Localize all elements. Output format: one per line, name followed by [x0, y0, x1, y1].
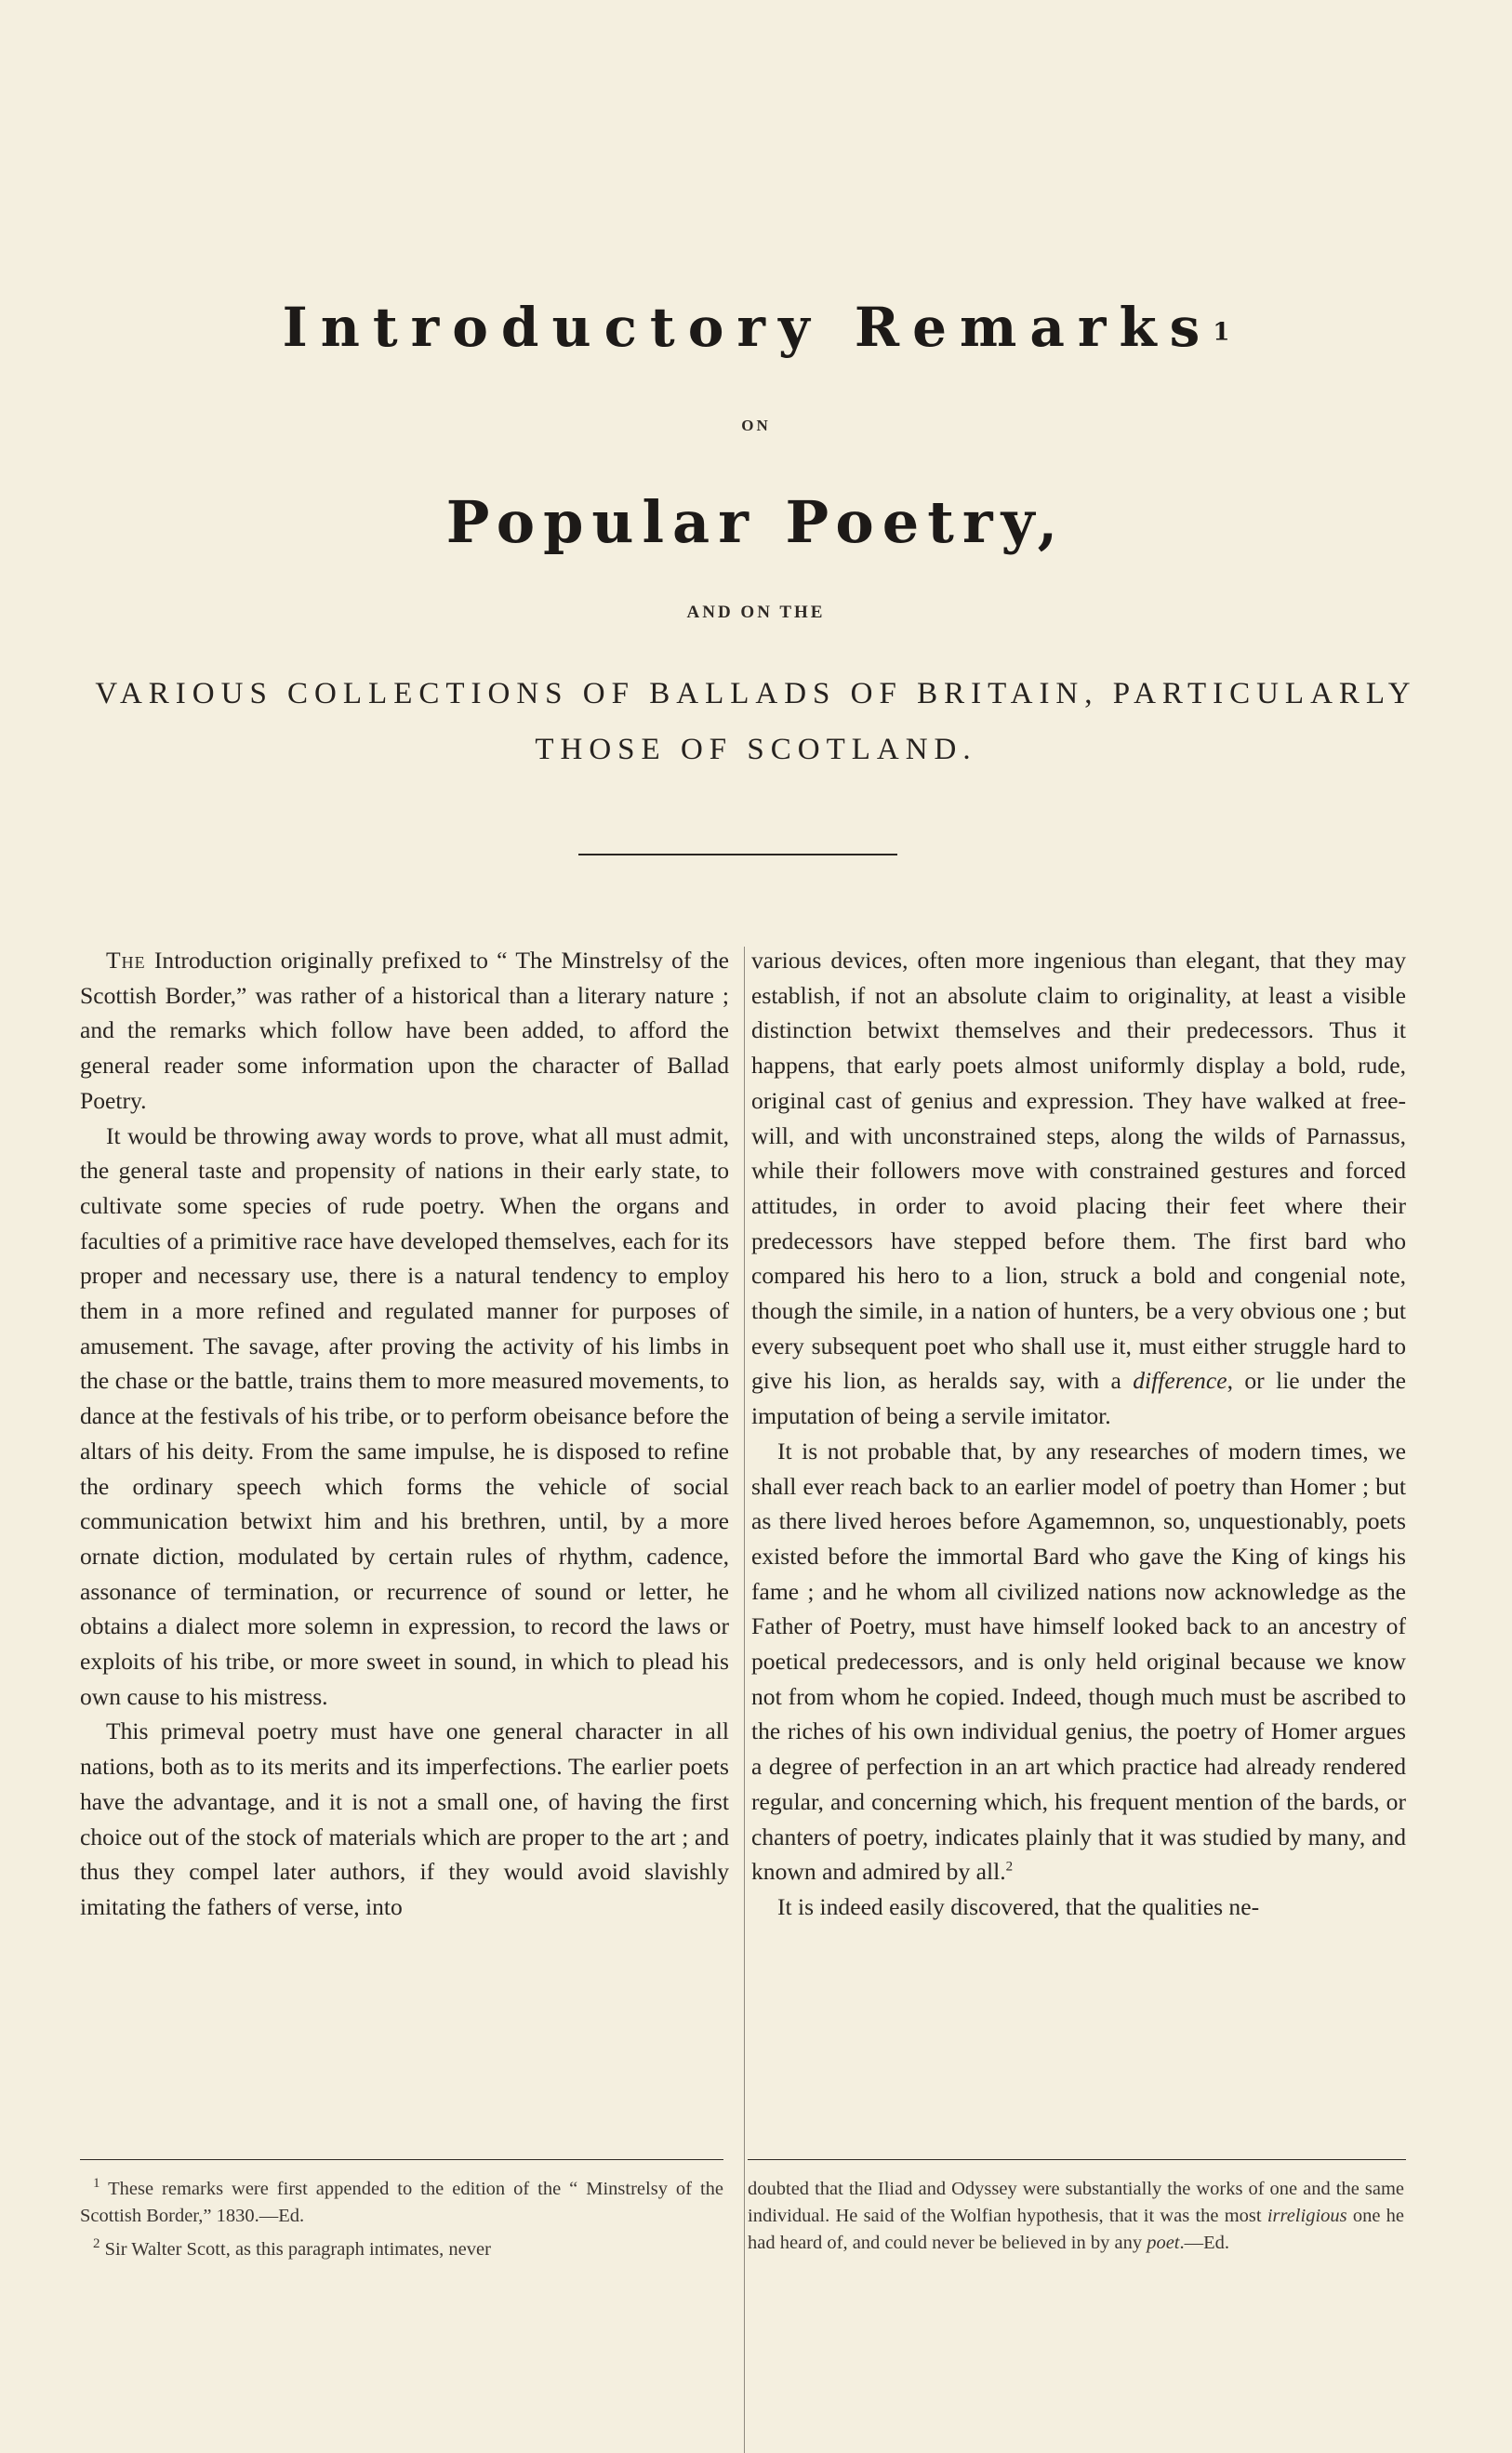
heading-and-on-the [0, 603, 1512, 623]
right-paragraph-2 [751, 1434, 1406, 1889]
footnote-2-continued-c: .—Ed. [1179, 2233, 1230, 2253]
left-footnote-rule [80, 2159, 723, 2160]
right-footnotes [748, 2176, 1404, 2257]
right-paragraph-1-text-a: various devices, often more ingenious than elegant, that they may establish, if not an absolute claim to originality, at least a visible distinction betwixt themselves and their predecessors. Thus it happens, that early poets almost uniformly display a bold, rude, original cast of genius and expression. They have walked at free-will, and with unconstrained steps, along the wilds of Parnassus, while their followers move with constrained gestures and forced attitudes, in order to avoid placing their feet where their predecessors have stepped before them. The first bard who compared his hero to a lion, struck a bold and congenial note, though the simile, in a nation of hunters, be a very obvious one ; but every subsequent poet who shall use it, must either struggle hard to give his lion, as heralds say, with a [751, 947, 1406, 1395]
heading-various-collections [0, 677, 1512, 711]
heading-popular-poetry [0, 488, 1512, 556]
right-paragraph-1 [751, 943, 1406, 1434]
left-paragraph-1-text: Introduction originally prefixed to “ The Minstrelsy of the Scottish Border,” was rather of a historical than a literary nature ; and the remarks which follow have been added, to afford the general reader some information upon the character of Ballad Poetry. [80, 947, 729, 1114]
left-footnotes [80, 2176, 723, 2263]
footnote-2-text: Sir Walter Scott, as this paragraph intimates, never [104, 2239, 491, 2260]
title-divider-rule [578, 854, 897, 855]
footnote-2-continued-a: doubted that the Iliad and Odyssey were substantially the works of one and the same individual. He said of the Wolfian hypothesis, that it was the most [748, 2179, 1404, 2226]
heading-introductory-remarks [0, 296, 1512, 359]
right-footnote-rule [748, 2159, 1406, 2160]
footnote-2-mark: 2 [93, 2236, 100, 2252]
right-column [751, 943, 1406, 1925]
heading-on [0, 417, 1512, 435]
right-paragraph-1-emphasis: difference [1133, 1367, 1227, 1395]
heading-those-of-scotland [0, 733, 1512, 767]
footnote-2-emphasis: irreligious [1267, 2206, 1347, 2226]
footnote-mark-2: 2 [1005, 1859, 1014, 1875]
heading-on-text: ON [741, 417, 771, 434]
footnote-2-start [80, 2236, 723, 2263]
left-paragraph-2: It would be throwing away words to prove, what all must admit, the general taste and propensity of nations in their early state, to cultivate some species of rude poetry. When the organs and faculties of a primitive race have developed themselves, each for its proper and necessary use, there is a natural tendency to employ them in a more refined and regulated manner for purposes of amusement. The savage, after proving the activity of his limbs in the chase or the battle, trains them to more measured movements, to dance at the festivals of his tribe, or to perform obeisance before the altars of his deity. From the same impulse, he is disposed to refine the ordinary speech which forms the vehicle of social communication betwixt him and his brethren, until, by a more ornate diction, modulated by certain rules of rhythm, cadence, assonance of termination, or recurrence of sound or letter, he obtains a dialect more solemn in expression, to record the laws or exploits of his tribe, or more sweet in sound, in which to plead his own cause to his mistress. [80, 1121, 729, 1710]
right-paragraph-1-text-b: , or lie under the imputation of being a servile imitator. [751, 1367, 1406, 1430]
heading-footnote-mark: 1 [1213, 318, 1230, 347]
left-paragraph-1 [80, 943, 729, 1119]
footnote-1-text: These remarks were first appended to the edition of the “ Minstrelsy of the Scottish Border,” 1830.—Ed. [80, 2179, 723, 2226]
heading-line-3: VARIOUS COLLECTIONS OF BALLADS OF BRITAIN, PARTICULARLY [95, 677, 1417, 710]
left-column [80, 943, 729, 1925]
heading-and-on-the-text: AND ON THE [686, 603, 826, 622]
footnote-2-continued [748, 2176, 1404, 2257]
heading-line-4: THOSE OF SCOTLAND. [535, 733, 977, 766]
column-separator [744, 947, 745, 2453]
left-paragraph-3: This primeval poetry must have one general character in all nations, both as to its merits and its imperfections. The earlier poets have the advantage, and it is not a small one, of having the first choice out of the stock of materials which are proper to the art ; and thus they compel later authors, if they would avoid slavishly imitating the fathers of verse, into [80, 1717, 729, 1920]
right-paragraph-2-text: It is not probable that, by any researches of modern times, we shall ever reach back to an earlier model of poetry than Homer ; but as there lived heroes before Agamemnon, so, unquestionably, poets existed before the immortal Bard who gave the King of kings his fame ; and he whom all civilized nations now acknowledge as the Father of Poetry, must have himself looked back to an ancestry of poetical predecessors, and is only held original because we know not from whom he copied. Indeed, though much must be ascribed to the riches of his own individual genius, the poetry of Homer argues a degree of perfection in an art which practice had already rendered regular, and concerning which, his frequent mention of the bards, or chanters of poetry, indicates plainly that it was studied by many, and known and admired by all. [751, 1437, 1406, 1886]
footnote-1-mark: 1 [93, 2176, 100, 2192]
footnote-2-continued-b: one he had heard of, and could never be believed in by any [748, 2206, 1405, 2253]
drop-word: The [106, 947, 146, 974]
footnote-1 [80, 2176, 723, 2230]
heading-line-2: Popular Poetry, [445, 488, 1067, 556]
footnote-2-emphasis-2: poet [1147, 2233, 1180, 2253]
heading-line-1: Introductory Remarks [282, 296, 1214, 359]
right-paragraph-3: It is indeed easily discovered, that the qualities ne- [777, 1892, 1260, 1920]
